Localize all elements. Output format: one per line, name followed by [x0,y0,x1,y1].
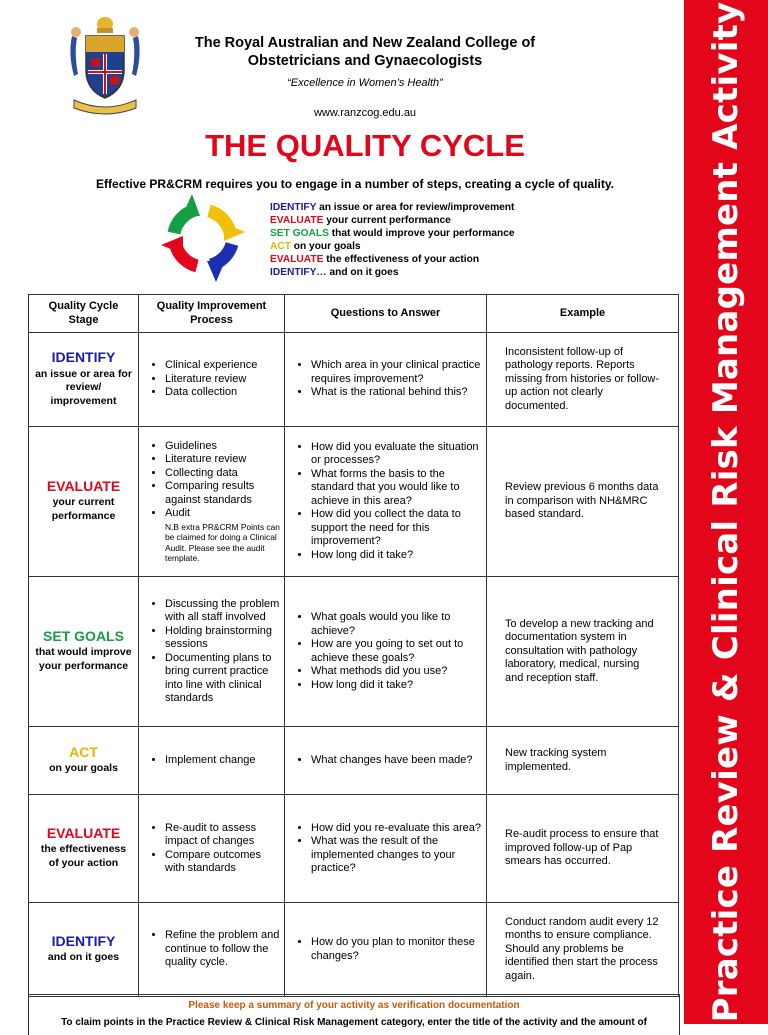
list-item: • Compare outcomes with standards [165,849,280,876]
college-crest-logo [64,14,146,124]
list-item: • Guidelines [165,440,280,454]
table-row [29,333,679,427]
list-item: • How long did it take? [311,549,482,563]
table-row [29,727,679,795]
list-item: • What changes have been made? [311,754,482,768]
stage-cell [29,795,139,903]
legend-item: EVALUATE the effectiveness of your action [270,254,480,265]
header-questions: Questions to Answer [285,295,487,333]
example-cell: Review previous 6 months data in comparison with NH&MRC based standard. [487,427,679,577]
process-cell [139,727,285,795]
list-item: • Discussing the problem with all staff involved [165,598,280,625]
legend-item: SET GOALS that would improve your performance [270,228,515,239]
example-cell: New tracking system implemented. [487,727,679,795]
table-row [29,427,679,577]
footer-box [28,994,680,1035]
questions-cell [285,903,487,997]
stage-description: that would improve your performance [35,646,132,672]
footer-instructions: To claim points in the Practice Review & Clinical Risk Management category, enter the title of the activity and the amount of [61,1017,647,1028]
process-cell [139,427,285,577]
page-title: THE QUALITY CYCLE [205,128,525,163]
list-item: • Literature review [165,453,280,467]
list-item: • How do you plan to monitor these changes? [311,936,482,963]
stage-description: your current performance [51,496,116,522]
cycle-legend [270,201,515,279]
example-cell: Conduct random audit every 12 months to ensure compliance. Should any problems be identified then start the process again. [487,903,679,997]
list-item: • How are you going to set out to achieve these goals? [311,638,482,665]
stage-cell [29,427,139,577]
list-item: • Audit [165,507,280,521]
stage-description: the effectiveness of your action [40,843,127,869]
stage-name: EVALUATE [46,477,121,494]
organization-name: The Royal Australian and New Zealand College of Obstetricians and Gynaecologists [194,35,536,69]
list-item: • What was the result of the implemented changes to your practice? [311,835,482,876]
list-item: • Comparing results against standards [165,480,280,507]
process-cell [139,795,285,903]
quality-cycle-arrows-diagram [152,192,254,284]
list-item: • Collecting data [165,467,280,481]
questions-cell [285,795,487,903]
questions-cell [285,427,487,577]
process-cell [139,333,285,427]
list-item: • Re-audit to assess impact of changes [165,822,280,849]
legend-item: ACT on your goals [270,241,361,252]
example-cell: Inconsistent follow-up of pathology reports. Reports missing from histories or follow-up action not clearly documented. [487,333,679,427]
intro-text: Effective PR&CRM requires you to engage in a number of steps, creating a cycle of quality. [96,177,614,191]
stage-name: IDENTIFY [51,349,116,365]
list-item: • Data collection [165,386,280,400]
list-item: • How did you re-evaluate this area? [311,822,482,836]
list-item: • How did you evaluate the situation or processes? [311,441,482,468]
list-item: • Clinical experience [165,359,280,373]
header-example: Example [487,295,679,333]
list-item: • What forms the basis to the standard that you would like to achieve in this area? [311,468,482,509]
list-item: • How did you collect the data to support the need for this improvement? [311,508,482,549]
list-item: • What methods did you use? [311,665,482,679]
stage-description: on your goals [49,762,118,774]
process-cell [139,903,285,997]
list-item: • Literature review [165,373,280,387]
questions-cell [285,577,487,727]
website-link[interactable]: www.ranzcog.edu.au [313,107,417,119]
questions-cell [285,333,487,427]
list-item: • Which area in your clinical practice requires improvement? [311,359,482,386]
quality-cycle-table [28,294,679,997]
table-row [29,795,679,903]
legend-item: IDENTIFY… and on it goes [270,267,399,278]
stage-name: SET GOALS [43,627,124,644]
list-item: • Documenting plans to bring current practice into line with clinical standards [165,652,280,706]
stage-description: and on it goes [47,951,120,963]
stage-description: an issue or area for review/ improvement [35,367,132,407]
questions-cell [285,727,487,795]
audit-note: N.B extra PR&CRM Points can be claimed for doing a Clinical Audit. Please see the audit template. [165,521,280,563]
list-item: • Refine the problem and continue to follow the quality cycle. [165,929,280,970]
sidebar-title: Practice Review & Clinical Risk Management Activity [706,1,746,1023]
stage-name: IDENTIFY [51,932,116,949]
stage-cell [29,577,139,727]
legend-item: EVALUATE your current performance [270,215,451,226]
legend-item: IDENTIFY an issue or area for review/improvement [270,202,515,213]
list-item: • What is the rational behind this? [311,386,482,400]
stage-cell [29,727,139,795]
stage-cell [29,903,139,997]
college-motto: “Excellence in Women’s Health” [287,77,443,89]
list-item: • Holding brainstorming sessions [165,625,280,652]
header-process: Quality Improvement Process [139,295,285,333]
table-row [29,577,679,727]
list-item: • Implement change [165,754,280,768]
example-cell: Re-audit process to ensure that improved follow-up of Pap smears has occurred. [487,795,679,903]
header-stage: Quality Cycle Stage [29,295,139,333]
footer-note: Please keep a summary of your activity as verification documentation [188,1000,520,1011]
table-row [29,903,679,997]
list-item: • What goals would you like to achieve? [311,611,482,638]
list-item: • How long did it take? [311,679,482,693]
stage-name: EVALUATE [46,824,121,841]
stage-cell [29,333,139,427]
example-cell: To develop a new tracking and documentation system in consultation with pathology laboratory, medical, nursing and reception staff. [487,577,679,727]
stage-name: ACT [69,743,98,760]
table-header-row [29,295,679,333]
process-cell [139,577,285,727]
